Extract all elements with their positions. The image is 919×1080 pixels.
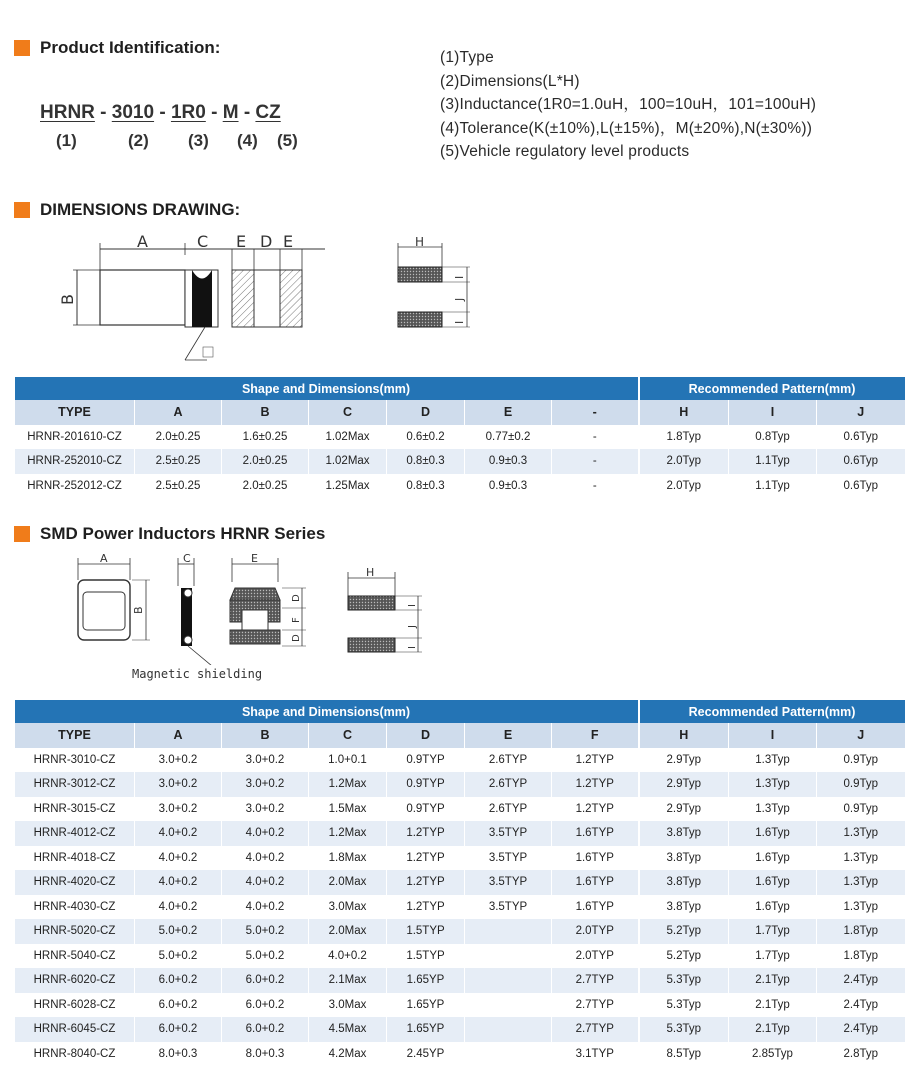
part-number-cell: HRNR-4012-CZ bbox=[15, 821, 135, 846]
table-row bbox=[15, 449, 905, 474]
table-row bbox=[15, 1017, 905, 1042]
table-cell: 2.4Typ bbox=[817, 993, 905, 1018]
column-header: A bbox=[135, 400, 222, 425]
column-header: F bbox=[552, 723, 639, 748]
table-cell: 1.3Typ bbox=[817, 895, 905, 920]
table-cell: 2.9Typ bbox=[639, 797, 729, 822]
label-j: J bbox=[407, 625, 418, 628]
table-cell: 0.6Typ bbox=[817, 474, 905, 499]
dimensions-drawing bbox=[55, 225, 495, 370]
table-cell: 0.6Typ bbox=[817, 449, 905, 474]
table-cell: 1.7Typ bbox=[729, 919, 817, 944]
table-cell: 2.5±0.25 bbox=[135, 449, 222, 474]
table-cell: 1.65YP bbox=[387, 968, 465, 993]
table-cell: 1.6Typ bbox=[729, 895, 817, 920]
table-cell: 1.3Typ bbox=[729, 797, 817, 822]
legend-item: (4)Tolerance(K(±10%),L(±15%)，M(±20%),N(±30%)) bbox=[440, 119, 813, 137]
table-cell: - bbox=[552, 474, 639, 499]
legend-item: (3)Inductance(1R0=1.0uH，100=10uH，101=100uH) bbox=[440, 96, 817, 113]
label-h: H bbox=[366, 566, 375, 579]
column-header: D bbox=[387, 723, 465, 748]
table-cell: - bbox=[552, 425, 639, 450]
pad-bottom bbox=[348, 638, 395, 652]
table-cell: 1.0+0.1 bbox=[309, 748, 387, 773]
table-cell: 2.1Typ bbox=[729, 968, 817, 993]
table-cell: 0.9Typ bbox=[817, 772, 905, 797]
table-cell: 3.0+0.2 bbox=[135, 748, 222, 773]
column-header: I bbox=[729, 723, 817, 748]
product-identification-heading bbox=[14, 38, 220, 58]
table-cell: 2.4Typ bbox=[817, 968, 905, 993]
part-number-cell: HRNR-4020-CZ bbox=[15, 870, 135, 895]
table-cell: 4.0+0.2 bbox=[135, 846, 222, 871]
table-cell: 5.2Typ bbox=[639, 944, 729, 969]
dimensions-table-2 bbox=[14, 700, 905, 1066]
table-cell: 4.0+0.2 bbox=[222, 895, 309, 920]
table-cell: 3.0+0.2 bbox=[222, 748, 309, 773]
section-title: Product Identification: bbox=[40, 38, 221, 57]
table-cell: 0.6±0.2 bbox=[387, 425, 465, 450]
label-d2: D bbox=[291, 634, 302, 642]
label-j: J bbox=[453, 297, 466, 301]
table-cell: 1.2TYP bbox=[552, 748, 639, 773]
table-cell: 1.5TYP bbox=[387, 944, 465, 969]
table-cell: 0.9Typ bbox=[817, 797, 905, 822]
table-cell: 1.25Max bbox=[309, 474, 387, 499]
table-cell bbox=[465, 944, 552, 969]
table-cell: 1.6Typ bbox=[729, 846, 817, 871]
label-a: A bbox=[137, 232, 148, 251]
table-cell: 3.1TYP bbox=[552, 1042, 639, 1067]
table-cell: 0.9±0.3 bbox=[465, 449, 552, 474]
table-row bbox=[15, 797, 905, 822]
table-cell: 4.5Max bbox=[309, 1017, 387, 1042]
table-cell: 4.0+0.2 bbox=[135, 870, 222, 895]
table-cell: 6.0+0.2 bbox=[222, 1017, 309, 1042]
table-row bbox=[15, 846, 905, 871]
part-number-cell: HRNR-4030-CZ bbox=[15, 895, 135, 920]
code-separator: - bbox=[243, 102, 251, 123]
label-a: A bbox=[100, 552, 108, 565]
table-cell: 1.2Max bbox=[309, 821, 387, 846]
code-index-5: (5) bbox=[277, 131, 298, 150]
part-number-code bbox=[40, 102, 281, 124]
part-number-cell: HRNR-6020-CZ bbox=[15, 968, 135, 993]
table-cell: 3.8Typ bbox=[639, 895, 729, 920]
label-b: B bbox=[58, 294, 77, 305]
table-cell: 5.0+0.2 bbox=[135, 919, 222, 944]
table-cell: 0.8±0.3 bbox=[387, 474, 465, 499]
column-header: B bbox=[222, 400, 309, 425]
table-cell: 0.9±0.3 bbox=[465, 474, 552, 499]
table-cell: 5.3Typ bbox=[639, 968, 729, 993]
table-cell: 0.8±0.3 bbox=[387, 449, 465, 474]
table-cell: 2.0±0.25 bbox=[222, 449, 309, 474]
column-header: D bbox=[387, 400, 465, 425]
table-cell: 1.7Typ bbox=[729, 944, 817, 969]
table-cell: 1.8Max bbox=[309, 846, 387, 871]
table-cell: 2.0Typ bbox=[639, 449, 729, 474]
column-header: C bbox=[309, 400, 387, 425]
part-number-cell: HRNR-6028-CZ bbox=[15, 993, 135, 1018]
table-cell: 1.2TYP bbox=[387, 870, 465, 895]
table-cell: 2.0Max bbox=[309, 870, 387, 895]
section-title: SMD Power Inductors HRNR Series bbox=[40, 524, 326, 543]
table-cell: 8.0+0.3 bbox=[135, 1042, 222, 1067]
table-cell: 2.0±0.25 bbox=[135, 425, 222, 450]
table-cell: 1.6TYP bbox=[552, 870, 639, 895]
series-heading bbox=[14, 524, 325, 544]
table-cell: - bbox=[552, 449, 639, 474]
pad-top bbox=[398, 267, 442, 282]
column-header: J bbox=[817, 723, 905, 748]
table-cell: 8.5Typ bbox=[639, 1042, 729, 1067]
component-top-view bbox=[100, 270, 185, 325]
legend-item: (5)Vehicle regulatory level products bbox=[440, 143, 690, 160]
table-cell: 1.6TYP bbox=[552, 895, 639, 920]
table-cell: 1.3Typ bbox=[729, 748, 817, 773]
table-cell bbox=[465, 1017, 552, 1042]
code-separator: - bbox=[159, 102, 166, 123]
table-cell: 2.7TYP bbox=[552, 993, 639, 1018]
table-cell: 5.0+0.2 bbox=[222, 944, 309, 969]
column-header: C bbox=[309, 723, 387, 748]
table-cell: 1.3Typ bbox=[817, 870, 905, 895]
table-cell: 4.0+0.2 bbox=[222, 870, 309, 895]
table-cell: 1.3Typ bbox=[817, 846, 905, 871]
group-header-pattern: Recommended Pattern(mm) bbox=[639, 377, 905, 400]
table-row bbox=[15, 895, 905, 920]
label-e: E bbox=[236, 232, 247, 251]
table-cell: 1.6Typ bbox=[729, 870, 817, 895]
table-cell bbox=[465, 1042, 552, 1067]
dimensions-drawing-heading bbox=[14, 200, 240, 220]
table-cell: 1.8Typ bbox=[817, 919, 905, 944]
table-cell: 2.0Max bbox=[309, 919, 387, 944]
label-e: E bbox=[251, 552, 258, 565]
code-part-vehicle: CZ bbox=[255, 102, 281, 123]
table-cell: 6.0+0.2 bbox=[222, 968, 309, 993]
table-cell: 4.0+0.2 bbox=[309, 944, 387, 969]
code-index-1: (1) bbox=[56, 131, 77, 150]
table-cell: 1.2Max bbox=[309, 772, 387, 797]
code-separator: - bbox=[211, 102, 218, 123]
table-cell: 1.2TYP bbox=[387, 821, 465, 846]
table-cell: 0.6Typ bbox=[817, 425, 905, 450]
table-cell: 1.65YP bbox=[387, 993, 465, 1018]
table-cell: 1.2TYP bbox=[552, 772, 639, 797]
table-cell: 1.8Typ bbox=[639, 425, 729, 450]
code-part-dimensions: 3010 bbox=[111, 102, 155, 123]
table-cell: 2.7TYP bbox=[552, 968, 639, 993]
table-row bbox=[15, 993, 905, 1018]
table-row bbox=[15, 968, 905, 993]
group-header-pattern: Recommended Pattern(mm) bbox=[639, 700, 905, 723]
table-row bbox=[15, 870, 905, 895]
table-cell: 2.8Typ bbox=[817, 1042, 905, 1067]
table-cell: 1.6±0.25 bbox=[222, 425, 309, 450]
inductor-terminal-view bbox=[230, 630, 280, 644]
table-cell: 3.0+0.2 bbox=[135, 772, 222, 797]
table-row bbox=[15, 425, 905, 450]
column-header: TYPE bbox=[15, 400, 135, 425]
column-header: B bbox=[222, 723, 309, 748]
table-cell: 0.77±0.2 bbox=[465, 425, 552, 450]
part-number-cell: HRNR-201610-CZ bbox=[15, 425, 135, 450]
table-cell: 1.2TYP bbox=[387, 895, 465, 920]
section-marker-icon bbox=[14, 202, 30, 218]
table-cell: 2.0TYP bbox=[552, 944, 639, 969]
table-cell: 2.1Max bbox=[309, 968, 387, 993]
table-cell: 2.45YP bbox=[387, 1042, 465, 1067]
table-cell: 4.0+0.2 bbox=[135, 821, 222, 846]
column-header: H bbox=[639, 723, 729, 748]
column-header: H bbox=[639, 400, 729, 425]
table-cell: 3.5TYP bbox=[465, 821, 552, 846]
column-header: E bbox=[465, 400, 552, 425]
table-cell: 4.0+0.2 bbox=[222, 846, 309, 871]
table-cell: 1.02Max bbox=[309, 425, 387, 450]
table-cell: 1.5Max bbox=[309, 797, 387, 822]
label-f: F bbox=[291, 617, 302, 623]
label-c: C bbox=[183, 552, 191, 565]
part-number-cell: HRNR-4018-CZ bbox=[15, 846, 135, 871]
table-cell: 1.5TYP bbox=[387, 919, 465, 944]
table-cell: 1.8Typ bbox=[817, 944, 905, 969]
table-cell: 3.8Typ bbox=[639, 870, 729, 895]
code-part-tolerance: M bbox=[222, 102, 239, 123]
part-number-cell: HRNR-3015-CZ bbox=[15, 797, 135, 822]
column-header: J bbox=[817, 400, 905, 425]
section-marker-icon bbox=[14, 526, 30, 542]
part-number-cell: HRNR-6045-CZ bbox=[15, 1017, 135, 1042]
table-row bbox=[15, 821, 905, 846]
table-cell: 3.0+0.2 bbox=[222, 797, 309, 822]
table-cell: 2.5±0.25 bbox=[135, 474, 222, 499]
table-cell: 0.9TYP bbox=[387, 748, 465, 773]
part-number-cell: HRNR-252010-CZ bbox=[15, 449, 135, 474]
table-cell: 1.2TYP bbox=[552, 797, 639, 822]
table-cell: 5.3Typ bbox=[639, 1017, 729, 1042]
table-cell: 5.0+0.2 bbox=[135, 944, 222, 969]
table-cell: 4.0+0.2 bbox=[135, 895, 222, 920]
table-cell: 2.9Typ bbox=[639, 748, 729, 773]
table-cell: 5.2Typ bbox=[639, 919, 729, 944]
part-number-cell: HRNR-3010-CZ bbox=[15, 748, 135, 773]
table-row bbox=[15, 944, 905, 969]
table-cell: 0.8Typ bbox=[729, 425, 817, 450]
column-header: I bbox=[729, 400, 817, 425]
label-i2: I bbox=[453, 320, 466, 324]
label-b: B bbox=[132, 606, 145, 614]
code-part-inductance: 1R0 bbox=[170, 102, 206, 123]
table-row bbox=[15, 748, 905, 773]
table-cell: 6.0+0.2 bbox=[135, 1017, 222, 1042]
table-cell: 1.02Max bbox=[309, 449, 387, 474]
table-cell: 3.0+0.2 bbox=[222, 772, 309, 797]
table-cell: 6.0+0.2 bbox=[135, 968, 222, 993]
table-cell bbox=[465, 993, 552, 1018]
legend-item: (2)Dimensions(L*H) bbox=[440, 72, 580, 90]
table-cell: 2.6TYP bbox=[465, 772, 552, 797]
table-cell: 5.0+0.2 bbox=[222, 919, 309, 944]
table-cell: 4.0+0.2 bbox=[222, 821, 309, 846]
label-i: I bbox=[407, 604, 418, 607]
table-cell: 1.6TYP bbox=[552, 846, 639, 871]
column-header-row bbox=[15, 400, 905, 425]
table-cell: 3.8Typ bbox=[639, 846, 729, 871]
table-cell: 2.0±0.25 bbox=[222, 474, 309, 499]
group-header-shape: Shape and Dimensions(mm) bbox=[15, 377, 639, 400]
code-index-2: (2) bbox=[128, 131, 149, 150]
table-cell: 3.0Max bbox=[309, 895, 387, 920]
table-row bbox=[15, 919, 905, 944]
table-cell: 5.3Typ bbox=[639, 993, 729, 1018]
table-cell: 0.9Typ bbox=[817, 748, 905, 773]
group-header-shape: Shape and Dimensions(mm) bbox=[15, 700, 639, 723]
label-d: D bbox=[291, 594, 302, 602]
table-cell: 1.1Typ bbox=[729, 474, 817, 499]
table-cell: 2.4Typ bbox=[817, 1017, 905, 1042]
table-row bbox=[15, 474, 905, 499]
table-cell: 4.2Max bbox=[309, 1042, 387, 1067]
table-cell: 3.8Typ bbox=[639, 821, 729, 846]
section-title: DIMENSIONS DRAWING: bbox=[40, 200, 241, 219]
column-header: E bbox=[465, 723, 552, 748]
table-cell: 3.0+0.2 bbox=[135, 797, 222, 822]
table-cell: 3.0Max bbox=[309, 993, 387, 1018]
table-cell bbox=[465, 968, 552, 993]
table-cell: 1.6TYP bbox=[552, 821, 639, 846]
column-header-row bbox=[15, 723, 905, 748]
table-cell: 0.9TYP bbox=[387, 772, 465, 797]
part-number-cell: HRNR-8040-CZ bbox=[15, 1042, 135, 1067]
table-cell: 1.6Typ bbox=[729, 821, 817, 846]
table-cell: 6.0+0.2 bbox=[222, 993, 309, 1018]
table-cell: 1.2TYP bbox=[387, 846, 465, 871]
table-cell: 8.0+0.3 bbox=[222, 1042, 309, 1067]
code-index-3: (3) bbox=[188, 131, 209, 150]
table-cell: 1.1Typ bbox=[729, 449, 817, 474]
code-separator: - bbox=[100, 102, 107, 123]
magnetic-shielding-caption: Magnetic shielding bbox=[132, 667, 263, 681]
table-cell: 3.5TYP bbox=[465, 846, 552, 871]
table-cell: 2.0Typ bbox=[639, 474, 729, 499]
label-d: D bbox=[260, 232, 273, 251]
series-drawing bbox=[70, 550, 450, 665]
table-cell bbox=[465, 919, 552, 944]
table-cell: 2.6TYP bbox=[465, 748, 552, 773]
pad-top bbox=[348, 596, 395, 610]
part-number-cell: HRNR-3012-CZ bbox=[15, 772, 135, 797]
table-cell: 2.1Typ bbox=[729, 1017, 817, 1042]
code-part-type: HRNR bbox=[40, 102, 95, 123]
part-number-cell: HRNR-5020-CZ bbox=[15, 919, 135, 944]
table-cell: 2.7TYP bbox=[552, 1017, 639, 1042]
table-row bbox=[15, 772, 905, 797]
label-e2: E bbox=[283, 232, 294, 251]
part-number-cell: HRNR-252012-CZ bbox=[15, 474, 135, 499]
table-cell: 2.9Typ bbox=[639, 772, 729, 797]
label-i2: I bbox=[407, 646, 418, 649]
table-cell: 1.65YP bbox=[387, 1017, 465, 1042]
table-cell: 2.1Typ bbox=[729, 993, 817, 1018]
table-cell: 1.3Typ bbox=[729, 772, 817, 797]
table-cell: 0.9TYP bbox=[387, 797, 465, 822]
pad-bottom bbox=[398, 312, 442, 327]
column-header: A bbox=[135, 723, 222, 748]
column-header: - bbox=[552, 400, 639, 425]
table-cell: 2.6TYP bbox=[465, 797, 552, 822]
code-index-4: (4) bbox=[237, 131, 258, 150]
section-marker-icon bbox=[14, 40, 30, 56]
legend-item: (1)Type bbox=[440, 49, 494, 66]
table-cell: 3.5TYP bbox=[465, 895, 552, 920]
code-legend bbox=[440, 46, 816, 164]
label-c: C bbox=[197, 232, 209, 251]
dimensions-table-1 bbox=[14, 377, 905, 498]
table-cell: 6.0+0.2 bbox=[135, 993, 222, 1018]
table-cell: 2.0TYP bbox=[552, 919, 639, 944]
table-row bbox=[15, 1042, 905, 1067]
table-cell: 1.3Typ bbox=[817, 821, 905, 846]
table-cell: 3.5TYP bbox=[465, 870, 552, 895]
label-i: I bbox=[453, 275, 466, 279]
part-number-cell: HRNR-5040-CZ bbox=[15, 944, 135, 969]
table-cell: 2.85Typ bbox=[729, 1042, 817, 1067]
label-h: H bbox=[415, 235, 425, 249]
column-header: TYPE bbox=[15, 723, 135, 748]
